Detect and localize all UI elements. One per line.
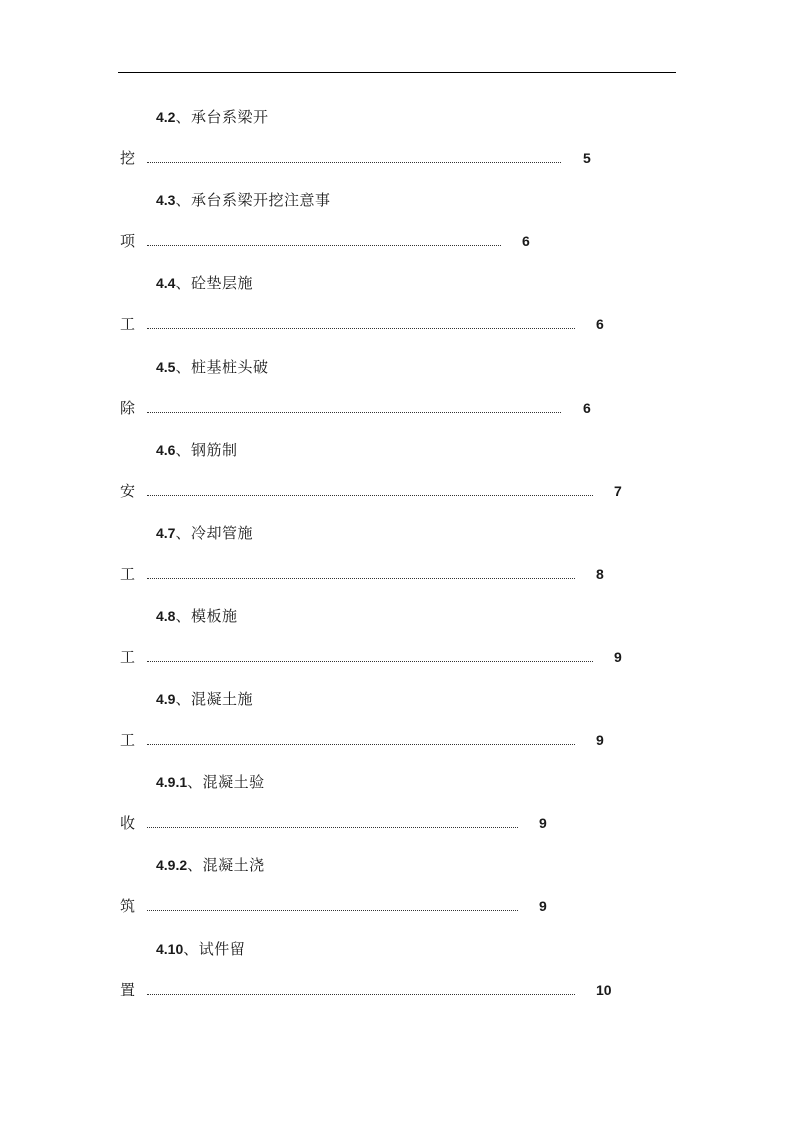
section-number: 4.10 <box>156 941 184 957</box>
section-number: 4.8 <box>156 608 176 624</box>
dot-leader <box>147 661 593 662</box>
section-number: 4.6 <box>156 442 176 458</box>
toc-heading <box>156 189 331 211</box>
toc-leader-line <box>120 729 640 751</box>
dot-leader <box>147 910 518 911</box>
section-number: 4.5 <box>156 359 176 375</box>
page-number: 9 <box>614 649 622 665</box>
section-separator: 、 <box>183 940 199 958</box>
toc-entry[interactable] <box>0 356 794 436</box>
page-number: 6 <box>522 233 530 249</box>
toc-entry[interactable] <box>0 938 794 1018</box>
section-separator: 、 <box>175 524 191 542</box>
toc-leader-line <box>120 646 640 668</box>
section-separator: 、 <box>175 441 191 459</box>
toc-leader-line <box>120 895 640 917</box>
section-number: 4.9.2 <box>156 857 188 873</box>
toc-heading <box>156 771 265 793</box>
dot-leader <box>147 744 575 745</box>
toc-entry[interactable] <box>0 106 794 186</box>
toc-heading <box>156 522 253 544</box>
section-separator: 、 <box>187 773 203 791</box>
dot-leader <box>147 994 575 995</box>
toc-heading <box>156 688 253 710</box>
page-number: 8 <box>596 566 604 582</box>
page-number: 6 <box>583 400 591 416</box>
toc-leader-line <box>120 480 640 502</box>
toc-heading <box>156 938 245 960</box>
section-title: 混凝土浇 <box>202 856 265 874</box>
page-number: 9 <box>539 815 547 831</box>
title-continuation: 工 <box>120 648 136 666</box>
dot-leader <box>147 495 593 496</box>
toc-leader-line <box>120 147 640 169</box>
toc-heading <box>156 356 269 378</box>
section-separator: 、 <box>175 358 191 376</box>
title-continuation: 工 <box>120 731 136 749</box>
dot-leader <box>147 578 575 579</box>
toc-entry[interactable] <box>0 854 794 934</box>
toc-leader-line <box>120 979 640 1001</box>
section-separator: 、 <box>175 690 191 708</box>
section-title: 砼垫层施 <box>190 274 253 292</box>
title-continuation: 工 <box>120 565 136 583</box>
title-continuation: 工 <box>120 315 136 333</box>
section-number: 4.3 <box>156 192 176 208</box>
toc-entry[interactable] <box>0 605 794 685</box>
section-title: 混凝土施 <box>190 690 253 708</box>
toc-entry[interactable] <box>0 688 794 768</box>
page-number: 9 <box>596 732 604 748</box>
page-number: 5 <box>583 150 591 166</box>
toc-leader-line <box>120 313 640 335</box>
title-continuation: 筑 <box>120 897 136 915</box>
toc-heading <box>156 106 269 128</box>
section-number: 4.2 <box>156 109 176 125</box>
section-title: 钢筋制 <box>190 441 238 459</box>
toc-leader-line <box>120 563 640 585</box>
section-number: 4.7 <box>156 525 176 541</box>
toc-entry[interactable] <box>0 189 794 269</box>
page-number: 7 <box>614 483 622 499</box>
section-number: 4.9 <box>156 691 176 707</box>
title-continuation: 项 <box>120 232 136 250</box>
section-title: 混凝土验 <box>202 773 265 791</box>
toc-entry[interactable] <box>0 272 794 352</box>
toc-entry[interactable] <box>0 771 794 851</box>
toc-heading <box>156 605 238 627</box>
section-separator: 、 <box>175 108 191 126</box>
toc-leader-line <box>120 397 640 419</box>
section-separator: 、 <box>175 274 191 292</box>
section-title: 模板施 <box>190 607 238 625</box>
toc-entry[interactable] <box>0 439 794 519</box>
toc-heading <box>156 439 238 461</box>
title-continuation: 置 <box>120 981 136 999</box>
section-number: 4.9.1 <box>156 774 188 790</box>
toc-leader-line <box>120 812 640 834</box>
title-continuation: 挖 <box>120 149 136 167</box>
title-continuation: 除 <box>120 399 136 417</box>
toc-heading <box>156 272 253 294</box>
section-separator: 、 <box>175 607 191 625</box>
section-title: 桩基桩头破 <box>190 358 269 376</box>
dot-leader <box>147 245 501 246</box>
toc-entry[interactable] <box>0 522 794 602</box>
page-number: 6 <box>596 316 604 332</box>
toc-heading <box>156 854 265 876</box>
dot-leader <box>147 162 561 163</box>
section-title: 试件留 <box>198 940 246 958</box>
section-title: 冷却管施 <box>190 524 253 542</box>
title-continuation: 安 <box>120 482 136 500</box>
section-separator: 、 <box>175 191 191 209</box>
page-number: 9 <box>539 898 547 914</box>
section-title: 承台系梁开挖注意事 <box>190 191 331 209</box>
page-number: 10 <box>596 982 612 998</box>
dot-leader <box>147 412 561 413</box>
section-number: 4.4 <box>156 275 176 291</box>
dot-leader <box>147 328 575 329</box>
section-separator: 、 <box>187 856 203 874</box>
section-title: 承台系梁开 <box>190 108 269 126</box>
title-continuation: 收 <box>120 814 136 832</box>
toc-leader-line <box>120 230 640 252</box>
dot-leader <box>147 827 518 828</box>
